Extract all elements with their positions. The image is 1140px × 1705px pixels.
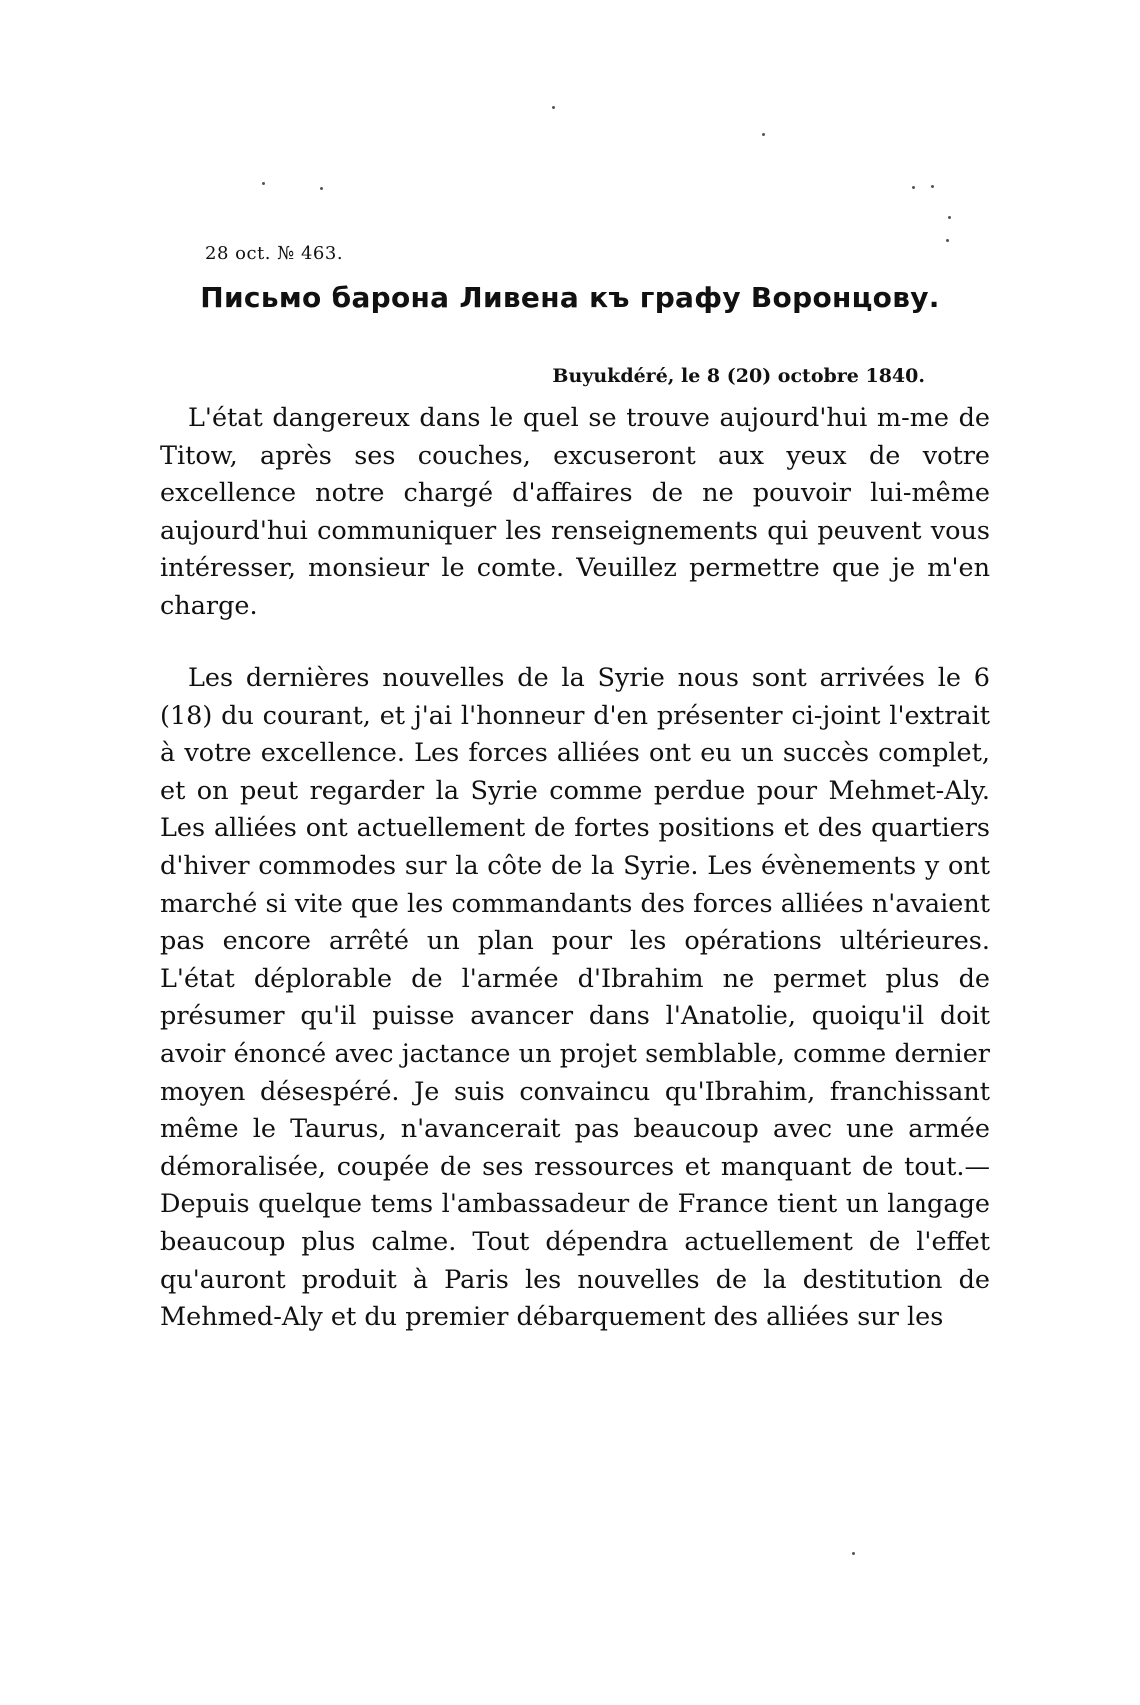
document-reference: 28 oct. № 463. bbox=[205, 243, 344, 264]
letter-title: Письмо барона Ливена къ графу Воронцову. bbox=[200, 281, 940, 314]
speck-mark bbox=[948, 216, 951, 219]
speck-mark bbox=[852, 1552, 855, 1555]
speck-mark bbox=[262, 182, 265, 185]
speck-mark bbox=[320, 187, 323, 190]
speck-mark bbox=[912, 186, 915, 189]
speck-mark bbox=[552, 106, 555, 109]
speck-mark bbox=[946, 239, 949, 242]
paragraph: Les dernières nouvelles de la Syrie nous sont arrivées le 6 (18) du courant, et j'ai l'honneur d'en présenter ci-joint l'extrait à votre excellence. Les forces alliées ont eu un succès complet, et on peut regarder la Syrie comme perdue pour Mehmet-Aly. Les alliées ont actuellement de fortes positions et des quartiers d'hiver commodes sur la côte de la Syrie. Les évènements y ont marché si vite que les commandants des forces alliées n'avaient pas encore arrêté un plan pour les opérations ultérieures. L'état déplorable de l'armée d'Ibrahim ne permet plus de présumer qu'il puisse avancer dans l'Anatolie, quoiqu'il doit avoir énoncé avec jactance un projet semblable, comme dernier moyen désespéré. Je suis convaincu qu'Ibrahim, franchissant même le Taurus, n'avancerait pas beaucoup avec une armée démoralisée, coupée de ses ressources et manquant de tout.—Depuis quelque tems l'ambassadeur de France tient un langage beaucoup plus calme. Tout dépendra actuellement de l'effet qu'auront produit à Paris les nouvelles de la destitution de Mehmed-Aly et du premier débarquement des alliées sur les bbox=[160, 663, 990, 1333]
speck-mark bbox=[762, 133, 765, 136]
paragraph: L'état dangereux dans le quel se trouve aujourd'hui m-me de Titow, après ses couches, excuseront aux yeux de votre excellence notre chargé d'affaires de ne pouvoir lui-même aujourd'hui communiquer les renseignements qui peuvent vous intéresser, monsieur le comte. Veuillez permettre que je m'en charge. bbox=[160, 403, 990, 621]
letter-dateline: Buyukdéré, le 8 (20) octobre 1840. bbox=[552, 365, 925, 387]
speck-mark bbox=[931, 185, 934, 188]
